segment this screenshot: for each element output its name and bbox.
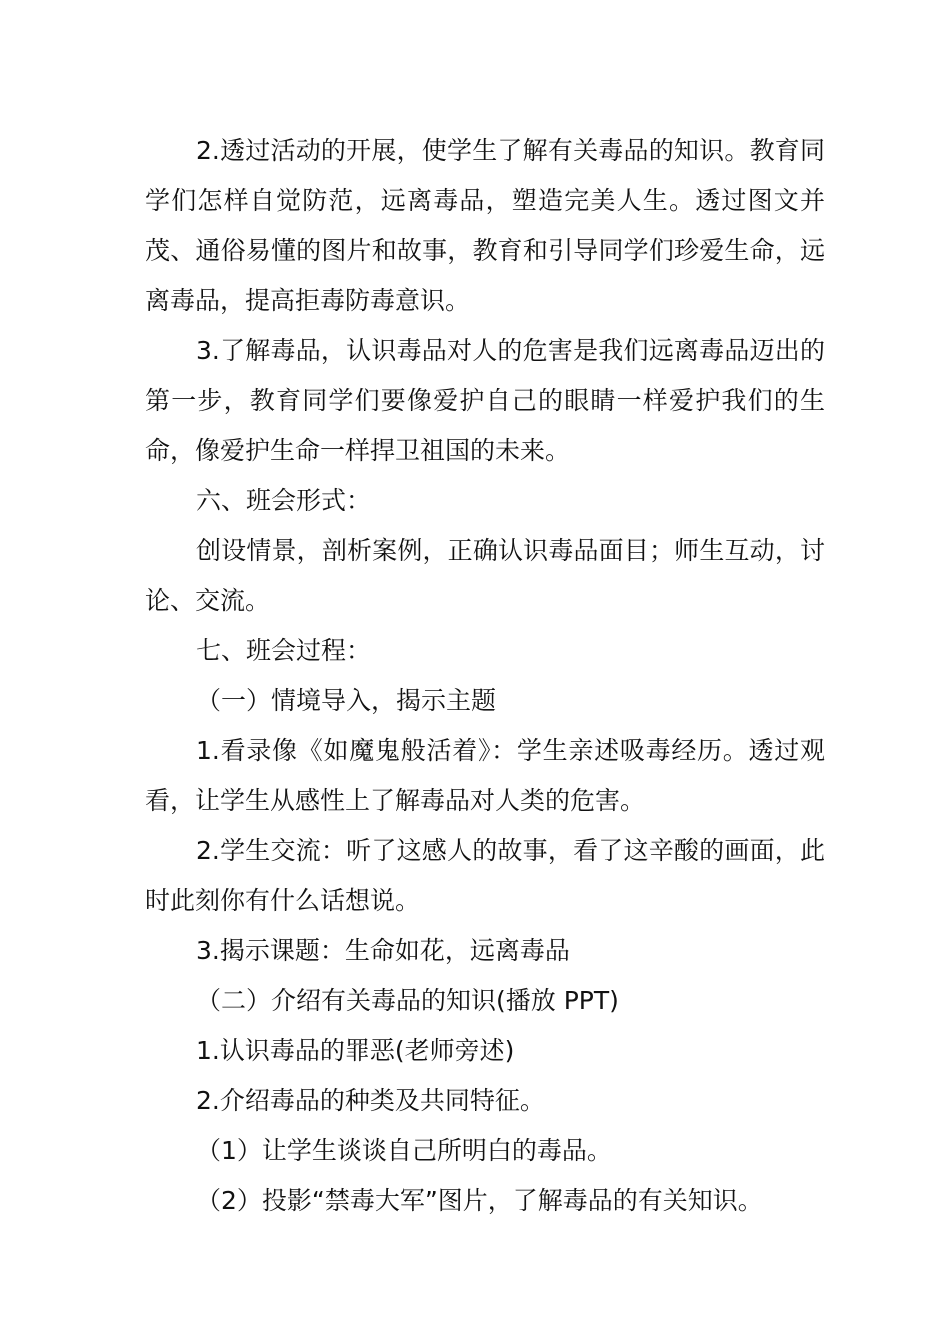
- heading-meeting-process: 七、班会过程：: [196, 636, 372, 665]
- paragraph-knowledge-2-1: （1）让学生谈谈自己所明白的毒品。: [196, 1136, 612, 1165]
- heading-meeting-format: 六、班会形式：: [196, 486, 372, 515]
- paragraph-knowledge-2: 2.介绍毒品的种类及共同特征。: [196, 1086, 545, 1115]
- paragraph-knowledge-1: 1.认识毒品的罪恶(老师旁述): [196, 1036, 515, 1065]
- paragraph-step-3: 3.揭示课题：生命如花，远离毒品: [196, 936, 570, 965]
- subheading-intro: （一）情境导入，揭示主题: [196, 686, 497, 715]
- subheading-drug-knowledge: （二）介绍有关毒品的知识(播放 PPT): [196, 986, 619, 1015]
- paragraph-step-2: 2.学生交流：听了这感人的故事，看了这辛酸的画面，此时此刻你有什么话想说。: [145, 836, 825, 915]
- paragraph-step-1: 1.看录像《如魔鬼般活着》：学生亲述吸毒经历。透过观看，让学生从感性上了解毒品对人类的危害。: [145, 736, 825, 815]
- paragraph-meeting-format: 创设情景，剖析案例，正确认识毒品面目；师生互动，讨论、交流。: [145, 536, 825, 615]
- paragraph-knowledge-2-2: （2）投影“禁毒大军”图片，了解毒品的有关知识。: [196, 1186, 763, 1215]
- paragraph-activity-goal-2: 2.透过活动的开展，使学生了解有关毒品的知识。教育同学们怎样自觉防范，远离毒品，塑造完美人生。透过图文并茂、通俗易懂的图片和故事，教育和引导同学们珍爱生命，远离毒品，提高拒毒防毒意识。: [145, 136, 825, 315]
- paragraph-activity-goal-3: 3.了解毒品，认识毒品对人的危害是我们远离毒品迈出的第一步，教育同学们要像爱护自己的眼睛一样爱护我们的生命，像爱护生命一样捍卫祖国的未来。: [145, 336, 825, 465]
- document-body: [145, 126, 825, 1226]
